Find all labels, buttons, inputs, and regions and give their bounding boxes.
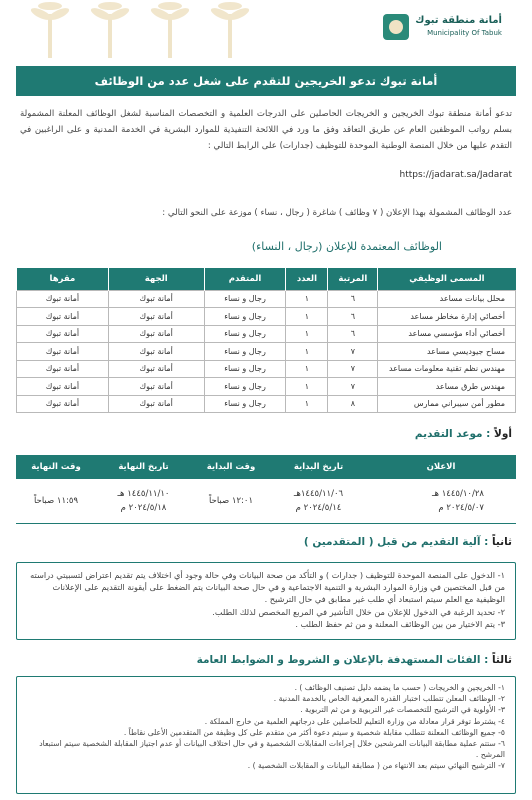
col-end-date: تاريخ النهاية: [96, 455, 191, 479]
list-item: ٢- تحديد الرغبة في الدخول للإعلان من خلال التأشير في المربع المخصص لذلك الطلب.: [212, 606, 505, 617]
rank-cell: ٧: [328, 378, 378, 396]
job-title-cell: محلل بيانات مساعد: [378, 290, 516, 308]
hq-cell: أمانة تبوك: [17, 308, 109, 326]
agency-cell: أمانة تبوك: [108, 378, 204, 396]
intro-paragraph: تدعو أمانة منطقة تبوك الخريجين و الخريجات الحاصلين على الدرجات العلمية و التخصصات المناسبة لشغل الوظائف المعلنة المشمولة بسلم رواتب الموظفين العام عن طريق التعاقد وفق ما ورد في اللائحة التنفيذية للموارد البشرية في الخدمة المدنية و على الراغبين في التقدم عليها من خلال المنصة الوطنية الموحدة للتوظيف (جدارات) على الرابط التالي :: [20, 109, 512, 151]
agency-cell: أمانة تبوك: [108, 325, 204, 343]
agency-cell: أمانة تبوك: [108, 308, 204, 326]
hq-cell: أمانة تبوك: [17, 290, 109, 308]
count-cell: ١: [286, 308, 328, 326]
list-item: ٢- الوظائف المعلن تتطلب اختبار القدرة المعرفية الخاص بالخدمة المدنية .: [273, 694, 505, 704]
job-title-cell: مساح جيوديسي مساعد: [378, 343, 516, 361]
end-hijri: ١٤٤٥/١١/١٠ هـ: [117, 488, 170, 499]
list-item: ٦- ستتم عملية مطابقة البيانات المرشحين خلال إجراءات المقابلات الشخصية و في حال اختلاف البيانات أو عدم اجتياز المقابلة الشخصية سيتم استبعاد المرشح .: [39, 739, 505, 760]
count-cell: ١: [286, 290, 328, 308]
rank-cell: ٧: [328, 360, 378, 378]
agency-cell: أمانة تبوك: [108, 290, 204, 308]
applicant-cell: رجال و نساء: [204, 325, 286, 343]
list-item: ٣- الأولوية في الترشيح للتخصصات غير التربوية و من ثم التربوية .: [300, 705, 505, 715]
col-job-title: المسمى الوظيفي: [378, 268, 516, 290]
job-title-cell: مهندس طرق مساعد: [378, 378, 516, 396]
section-number: أولاً: [494, 428, 512, 440]
jobs-table-title: الوظائف المعتمدة للإعلان (رجال ، النساء): [251, 240, 442, 253]
palm-decoration: [20, 0, 280, 58]
title-bar: [16, 66, 516, 96]
hq-cell: أمانة تبوك: [17, 378, 109, 396]
rank-cell: ٧: [328, 343, 378, 361]
start-hijri: ١٤٤٥/١١/٠٦هـ: [293, 488, 344, 499]
end-date-cell: [96, 479, 191, 523]
conditions-box: [16, 676, 516, 794]
rank-cell: ٦: [328, 290, 378, 308]
logo-icon: [383, 14, 409, 40]
logo-english: Municipality Of Tabuk: [427, 29, 502, 37]
count-cell: ١: [286, 325, 328, 343]
announcement-cell: [366, 479, 516, 523]
section-mechanism-heading: [304, 536, 512, 548]
col-agency: الجهة: [108, 268, 204, 290]
job-title-cell: أخصائي إدارة مخاطر مساعد: [378, 308, 516, 326]
announcement-gregorian: ٢٠٢٤/٥/٠٧ م: [438, 502, 484, 513]
job-title-cell: مطور أمن سيبراني ممارس: [378, 395, 516, 413]
end-time-cell: ١١:٥٩ صباحاً: [16, 479, 96, 523]
list-item: ٥- جميع الوظائف المعلنة تتطلب مقابلة شخصية و سيتم دعوة أكثر من متقدم على كل وظيفة من المتقدمين الأعلى نقاطاً .: [123, 727, 505, 737]
page-title: أمانة تبوك تدعو الخريجين للتقدم على شغل عدد من الوظائف: [94, 74, 438, 88]
job-title-cell: أخصائي أداء مؤسسي مساعد: [378, 325, 516, 343]
col-start-date: تاريخ البداية: [271, 455, 366, 479]
count-cell: ١: [286, 395, 328, 413]
start-date-cell: [271, 479, 366, 523]
section-text: : موعد التقديم: [414, 428, 491, 440]
end-gregorian: ٢٠٢٤/٥/١٨ م: [120, 502, 167, 513]
dates-table: [16, 455, 516, 524]
col-start-time: وقت البداية: [191, 455, 271, 479]
agency-cell: أمانة تبوك: [108, 395, 204, 413]
announcement-hijri: ١٤٤٥/١٠/٢٨ هـ: [432, 488, 484, 499]
col-announcement: الاعلان: [366, 455, 516, 479]
rank-cell: ٦: [328, 308, 378, 326]
hq-cell: أمانة تبوك: [17, 325, 109, 343]
start-time-cell: ١٢:٠١ صباحاً: [191, 479, 271, 523]
count-cell: ١: [286, 360, 328, 378]
list-item: ٣- يتم الاختيار من بين الوظائف المعلنة و من ثم حفظ الطلب .: [295, 618, 505, 629]
section-application-dates-heading: [415, 428, 512, 440]
dates-header-row: [16, 455, 516, 479]
applicant-cell: رجال و نساء: [204, 343, 286, 361]
dates-row: [16, 479, 516, 523]
col-rank: المرتبة: [328, 268, 378, 290]
section-text: : آلية التقديم من قبل ( المتقدمين ): [303, 536, 489, 548]
municipality-logo: [383, 14, 502, 40]
applicant-cell: رجال و نساء: [204, 290, 286, 308]
count-cell: ١: [286, 378, 328, 396]
start-gregorian: ٢٠٢٤/٥/١٤ م: [295, 502, 342, 513]
table-row: [17, 290, 516, 308]
list-item: ٤- يشترط توفر قرار معادلة من وزارة التعليم للحاصلين على درجاتهم العلمية من خارج المملكة .: [204, 716, 505, 726]
hq-cell: أمانة تبوك: [17, 395, 109, 413]
conditions-list: [17, 677, 515, 777]
table-row: [17, 343, 516, 361]
section-conditions-heading: [197, 654, 512, 666]
jobs-header-row: [17, 268, 516, 290]
agency-cell: أمانة تبوك: [108, 343, 204, 361]
jadarat-link[interactable]: https://jadarat.sa/Jadarat: [399, 170, 512, 180]
jobs-table: [16, 268, 516, 413]
rank-cell: ٦: [328, 325, 378, 343]
col-count: العدد: [286, 268, 328, 290]
section-number: ثالثاً: [491, 654, 512, 666]
applicant-cell: رجال و نساء: [204, 395, 286, 413]
section-text: : الفئات المستهدفة بالإعلان و الشروط و الضوابط العامة: [196, 654, 489, 666]
col-applicant: المتقدم: [204, 268, 286, 290]
agency-cell: أمانة تبوك: [108, 360, 204, 378]
applicant-cell: رجال و نساء: [204, 360, 286, 378]
logo-arabic: أمانة منطقة تبوك: [415, 15, 502, 26]
col-end-time: وقت النهاية: [16, 455, 96, 479]
hq-cell: أمانة تبوك: [17, 343, 109, 361]
table-row: [17, 325, 516, 343]
table-row: [17, 378, 516, 396]
table-row: [17, 308, 516, 326]
table-row: [17, 360, 516, 378]
list-item: ١- الخريجين و الخريجات ( حسب ما يضمه دليل تصنيف الوظائف ) .: [294, 683, 505, 692]
mechanism-box: [16, 562, 516, 640]
list-item: ١- الدخول على المنصة الموحدة للتوظيف ( جدارات ) و التأكد من صحة البيانات وفي حالة وجود أي اختلاف يتم تقديم اعتراض لتسبيتي دراسته من قبل المختصين في وزارة الموارد البشرية و التنمية الاجتماعية و في حال صحة البيانات يتم الضغط على أيقونة التقديم على الإعلانات الوظيفية مع العلم سيتم استبعاد أي طلب غير مطابق في حال الترشيح .: [30, 570, 505, 605]
count-cell: ١: [286, 343, 328, 361]
jobs-count-line: عدد الوظائف المشمولة بهذا الإعلان ( ٧ وظائف ) شاغرة ( رجال ، نساء ) موزعة على النحو التالي :: [162, 208, 512, 218]
mechanism-list: [17, 563, 515, 636]
header: [0, 0, 532, 60]
table-row: [17, 395, 516, 413]
job-title-cell: مهندس نظم تقنية معلومات مساعد: [378, 360, 516, 378]
hq-cell: أمانة تبوك: [17, 360, 109, 378]
col-hq: مقرها: [17, 268, 109, 290]
applicant-cell: رجال و نساء: [204, 308, 286, 326]
list-item: ٧- الترشيح النهائي سيتم بعد الانتهاء من ( مطابقة البيانات و المقابلات الشخصية ) .: [247, 761, 505, 771]
rank-cell: ٨: [328, 395, 378, 413]
section-number: ثانياً: [491, 536, 512, 548]
applicant-cell: رجال و نساء: [204, 378, 286, 396]
